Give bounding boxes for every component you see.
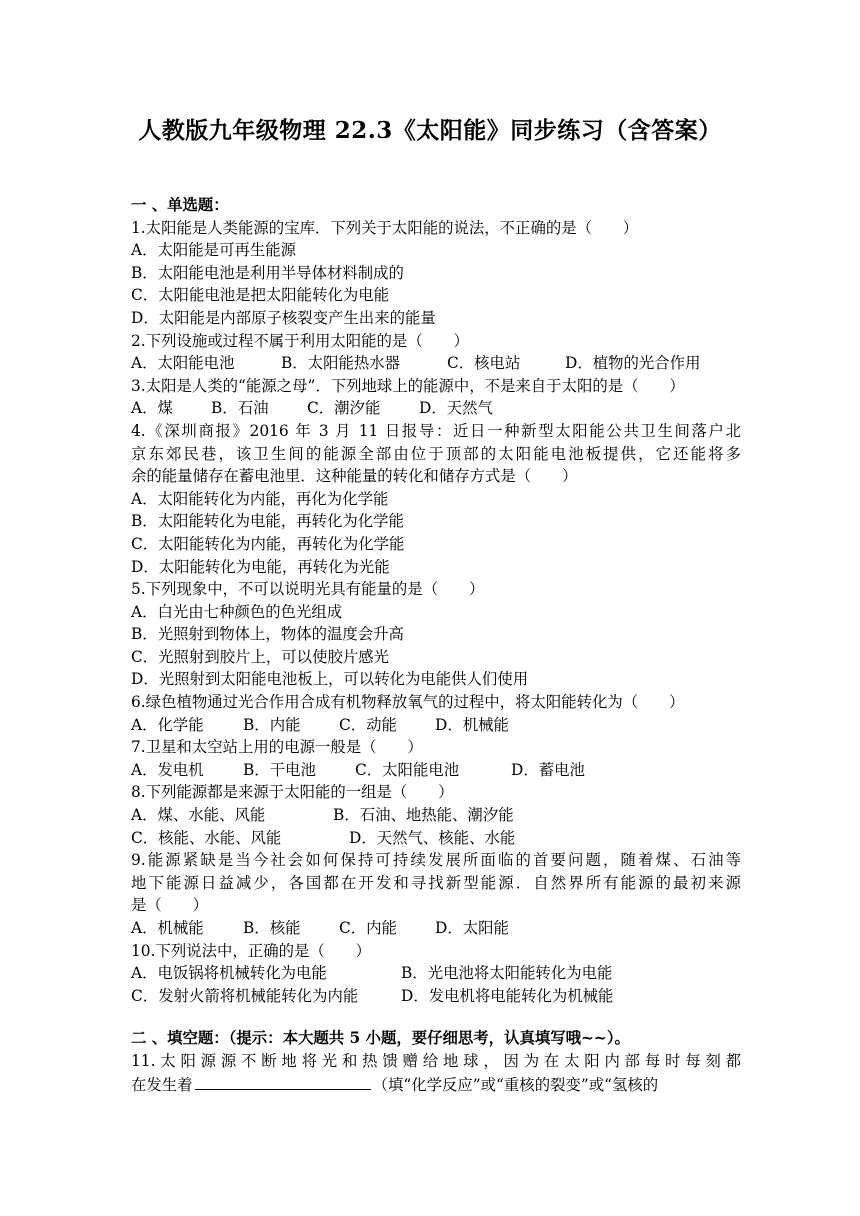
question-4-option-d: D．太阳能转化为电能，再转化为光能 bbox=[131, 557, 390, 576]
question-4-stem-line-2: 京东郊民巷，该卫生间的能源全部由位于顶部的太阳能电池板提供，它还能将多 bbox=[131, 444, 741, 463]
question-10-option-c: C．发射火箭将机械能转化为内能 bbox=[131, 986, 359, 1005]
question-8-option-a: A．煤、水能、风能 bbox=[131, 806, 266, 825]
question-3-option-b: B．石油 bbox=[211, 399, 269, 418]
question-3-option-d: D．天然气 bbox=[419, 399, 493, 418]
question-2-option-b: B．太阳能热水器 bbox=[281, 354, 401, 373]
question-10-option-d: D．发电机将电能转化为机械能 bbox=[401, 986, 614, 1005]
question-10-stem: 10.下列说法中，正确的是（ ） bbox=[131, 941, 371, 960]
question-5-stem: 5.下列现象中，不可以说明光具有能量的是（ ） bbox=[131, 580, 485, 599]
question-8-option-b: B．石油、地热能、潮汐能 bbox=[333, 806, 514, 825]
question-9-option-b: B．核能 bbox=[243, 919, 301, 937]
question-8-option-c: C．核能、水能、风能 bbox=[131, 828, 282, 847]
question-6-stem: 6.绿色植物通过光合作用合成有机物释放氧气的过程中，将太阳能转化为（ ） bbox=[131, 693, 685, 712]
question-7-option-b: B．干电池 bbox=[243, 760, 316, 779]
question-10-options-row-2 bbox=[131, 985, 741, 1008]
question-5-option-d: D．光照射到太阳能电池板上，可以转化为电能供人们使用 bbox=[131, 670, 529, 689]
question-2-stem: 2.下列设施或过程不属于利用太阳能的是（ ） bbox=[131, 331, 469, 350]
question-4-stem-line-3: 余的能量储存在蓄电池里．这种能量的转化和储存方式是（ ） bbox=[131, 467, 578, 486]
question-4-stem-line-1: 4.《深圳商报》2016 年 3 月 11 日报导：近日一种新型太阳能公共卫生间落户北 bbox=[131, 421, 741, 440]
question-10-options-row-1 bbox=[131, 962, 741, 985]
question-2-option-a: A．太阳能电池 bbox=[131, 354, 235, 373]
question-11-text-after-blank: （填“化学反应”或“重核的裂变”或“氢核的 bbox=[372, 1075, 659, 1094]
question-10-option-b: B．光电池将太阳能转化为电能 bbox=[401, 964, 613, 983]
question-6-option-a: A．化学能 bbox=[131, 715, 204, 734]
question-1-option-b: B．太阳能电池是利用半导体材料制成的 bbox=[131, 263, 404, 282]
question-3-stem: 3.太阳是人类的“能源之母”．下列地球上的能源中，不是来自于太阳的是（ ） bbox=[131, 376, 685, 395]
question-4-option-a: A．太阳能转化为内能，再化为化学能 bbox=[131, 489, 389, 508]
question-11-stem-line-2 bbox=[131, 1073, 741, 1096]
question-9-stem-line-2: 地下能源日益减少，各国都在开发和寻找新型能源．自然界所有能源的最初来源 bbox=[131, 873, 741, 892]
question-11-stem-line-1: 11.太阳源源不断地将光和热馈赠给地球，因为在太阳内部每时每刻都 bbox=[131, 1051, 741, 1070]
question-3-option-c: C．潮汐能 bbox=[307, 399, 381, 418]
question-5-option-b: B．光照射到物体上，物体的温度会升高 bbox=[131, 625, 404, 644]
question-5-option-c: C．光照射到胶片上，可以使胶片感光 bbox=[131, 647, 390, 666]
question-8-stem: 8.下列能源都是来源于太阳能的一组是（ ） bbox=[131, 783, 454, 802]
question-1-option-d: D．太阳能是内部原子核裂变产生出来的能量 bbox=[131, 308, 436, 327]
question-6-option-b: B．内能 bbox=[243, 715, 301, 734]
question-6-options bbox=[131, 714, 741, 737]
question-1-option-c: C．太阳能电池是把太阳能转化为电能 bbox=[131, 286, 390, 305]
question-1-option-a: A．太阳能是可再生能源 bbox=[131, 241, 297, 260]
question-9-option-c: C．内能 bbox=[339, 919, 397, 937]
answer-blank[interactable] bbox=[195, 1073, 371, 1090]
question-4-option-c: C．太阳能转化为内能，再转化为化学能 bbox=[131, 534, 405, 553]
question-2-option-c: C．核电站 bbox=[447, 354, 521, 373]
question-11-text-before-blank: 在发生着 bbox=[131, 1075, 193, 1094]
question-9-options bbox=[131, 917, 741, 940]
question-7-stem: 7.卫星和太空站上用的电源一般是（ ） bbox=[131, 738, 423, 757]
question-8-options-row-1 bbox=[131, 804, 741, 827]
question-10-option-a: A．电饭锅将机械转化为电能 bbox=[131, 964, 327, 983]
question-9-stem-line-1: 9.能源紧缺是当今社会如何保持可持续发展所面临的首要问题，随着煤、石油等 bbox=[131, 851, 741, 870]
question-7-options bbox=[131, 759, 741, 782]
question-2-option-d: D．植物的光合作用 bbox=[565, 354, 701, 373]
section-heading-fill-in: 二 、填空题：（提示：本大题共 5 小题，要仔细思考，认真填写哦~~）。 bbox=[131, 1029, 630, 1048]
question-1-stem: 1.太阳能是人类能源的宝库．下列关于太阳能的说法，不正确的是（ ） bbox=[131, 218, 639, 237]
section-spacer bbox=[131, 1007, 741, 1027]
question-6-option-d: D．机械能 bbox=[435, 715, 509, 734]
question-7-option-c: C．太阳能电池 bbox=[355, 760, 460, 779]
section-heading-single-choice: 一 、单选题： bbox=[131, 196, 229, 214]
question-7-option-a: A．发电机 bbox=[131, 760, 204, 779]
question-8-option-d: D．天然气、核能、水能 bbox=[349, 828, 516, 847]
question-3-options bbox=[131, 397, 741, 420]
question-3-option-a: A．煤 bbox=[131, 399, 173, 418]
question-7-option-d: D．蓄电池 bbox=[511, 760, 585, 779]
question-5-option-a: A．白光由七种颜色的色光组成 bbox=[131, 602, 343, 621]
question-9-option-a: A．机械能 bbox=[131, 919, 204, 937]
question-6-option-c: C．动能 bbox=[339, 715, 397, 734]
question-4-option-b: B．太阳能转化为电能，再转化为化学能 bbox=[131, 512, 404, 531]
question-9-stem-line-3: 是（ ） bbox=[131, 896, 208, 915]
question-9-option-d: D．太阳能 bbox=[435, 919, 509, 937]
question-8-options-row-2 bbox=[131, 827, 741, 850]
exercise-content bbox=[131, 194, 741, 1095]
question-2-options bbox=[131, 352, 741, 375]
page-title: 人教版九年级物理 22.3《太阳能》同步练习（含答案） bbox=[138, 117, 722, 144]
